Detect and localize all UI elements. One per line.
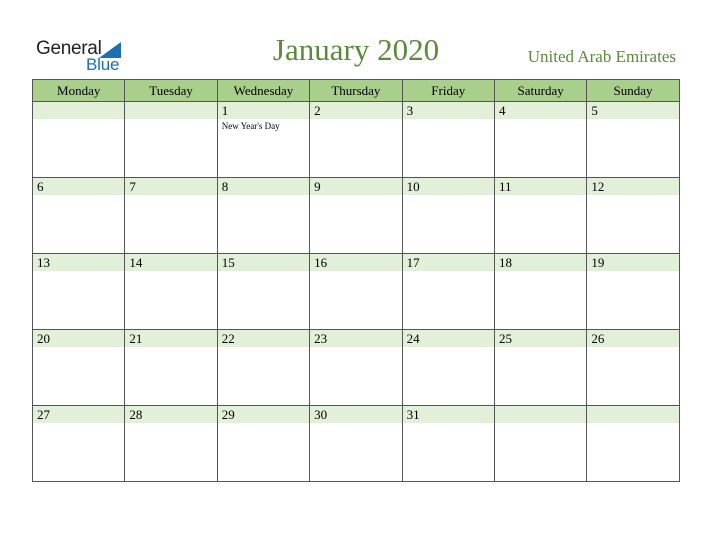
day-number: 15 bbox=[218, 254, 309, 271]
day-cell bbox=[587, 254, 679, 330]
day-number: 3 bbox=[403, 102, 494, 119]
day-number: 26 bbox=[587, 330, 678, 347]
page-title: January 2020 bbox=[272, 32, 440, 67]
day-cell bbox=[402, 406, 494, 482]
logo-text-blue: Blue bbox=[86, 55, 120, 74]
day-number: 6 bbox=[33, 178, 124, 195]
day-cell bbox=[33, 254, 125, 330]
day-number: 4 bbox=[495, 102, 586, 119]
day-number: 9 bbox=[310, 178, 401, 195]
day-cell bbox=[33, 178, 125, 254]
day-number: 16 bbox=[310, 254, 401, 271]
weekday-header: Wednesday bbox=[217, 80, 309, 102]
day-number: 30 bbox=[310, 406, 401, 423]
country-label: United Arab Emirates bbox=[527, 47, 676, 66]
weekday-header: Sunday bbox=[587, 80, 679, 102]
day-cell bbox=[494, 330, 586, 406]
day-cell bbox=[587, 102, 679, 178]
day-cell bbox=[402, 330, 494, 406]
day-number: 2 bbox=[310, 102, 401, 119]
week-row bbox=[33, 254, 680, 330]
day-cell bbox=[494, 102, 586, 178]
day-number bbox=[495, 406, 586, 423]
week-row bbox=[33, 178, 680, 254]
holiday-label: New Year's Day bbox=[221, 121, 280, 131]
day-cell bbox=[33, 406, 125, 482]
day-cell bbox=[33, 330, 125, 406]
day-cell bbox=[125, 254, 217, 330]
day-cell bbox=[310, 254, 402, 330]
day-number: 13 bbox=[33, 254, 124, 271]
week-row bbox=[33, 406, 680, 482]
day-number bbox=[587, 406, 678, 423]
day-cell bbox=[310, 178, 402, 254]
day-number: 20 bbox=[33, 330, 124, 347]
day-cell bbox=[125, 406, 217, 482]
day-number: 29 bbox=[218, 406, 309, 423]
day-cell bbox=[217, 406, 309, 482]
day-number: 31 bbox=[403, 406, 494, 423]
day-cell bbox=[33, 102, 125, 178]
day-number: 27 bbox=[33, 406, 124, 423]
day-number bbox=[33, 102, 124, 119]
day-cell bbox=[125, 178, 217, 254]
weekday-header-row bbox=[33, 80, 680, 102]
day-number: 8 bbox=[218, 178, 309, 195]
day-number: 18 bbox=[495, 254, 586, 271]
day-cell bbox=[494, 178, 586, 254]
logo-text-general: General bbox=[36, 38, 102, 59]
calendar-grid bbox=[32, 79, 680, 482]
day-cell bbox=[217, 330, 309, 406]
day-number: 5 bbox=[587, 102, 678, 119]
week-row bbox=[33, 102, 680, 178]
day-cell bbox=[587, 178, 679, 254]
day-number: 21 bbox=[125, 330, 216, 347]
day-number: 1 bbox=[218, 102, 309, 119]
day-cell bbox=[217, 254, 309, 330]
day-number: 17 bbox=[403, 254, 494, 271]
weekday-header: Saturday bbox=[494, 80, 586, 102]
day-cell bbox=[125, 102, 217, 178]
day-cell bbox=[587, 330, 679, 406]
weekday-header: Thursday bbox=[310, 80, 402, 102]
day-number: 19 bbox=[587, 254, 678, 271]
day-number: 14 bbox=[125, 254, 216, 271]
day-cell bbox=[494, 406, 586, 482]
day-number: 23 bbox=[310, 330, 401, 347]
day-cell bbox=[217, 178, 309, 254]
weekday-header: Monday bbox=[33, 80, 125, 102]
day-cell bbox=[402, 102, 494, 178]
day-cell bbox=[587, 406, 679, 482]
day-number: 12 bbox=[587, 178, 678, 195]
day-number: 24 bbox=[403, 330, 494, 347]
week-row bbox=[33, 330, 680, 406]
day-number: 7 bbox=[125, 178, 216, 195]
day-number: 28 bbox=[125, 406, 216, 423]
day-number: 25 bbox=[495, 330, 586, 347]
weekday-header: Friday bbox=[402, 80, 494, 102]
day-cell bbox=[310, 406, 402, 482]
day-number: 22 bbox=[218, 330, 309, 347]
day-number bbox=[125, 102, 216, 119]
day-cell bbox=[494, 254, 586, 330]
day-cell bbox=[217, 102, 309, 178]
day-cell bbox=[310, 102, 402, 178]
day-number: 10 bbox=[403, 178, 494, 195]
day-cell bbox=[402, 254, 494, 330]
day-cell bbox=[125, 330, 217, 406]
weekday-header: Tuesday bbox=[125, 80, 217, 102]
day-cell bbox=[402, 178, 494, 254]
day-cell bbox=[310, 330, 402, 406]
day-number: 11 bbox=[495, 178, 586, 195]
